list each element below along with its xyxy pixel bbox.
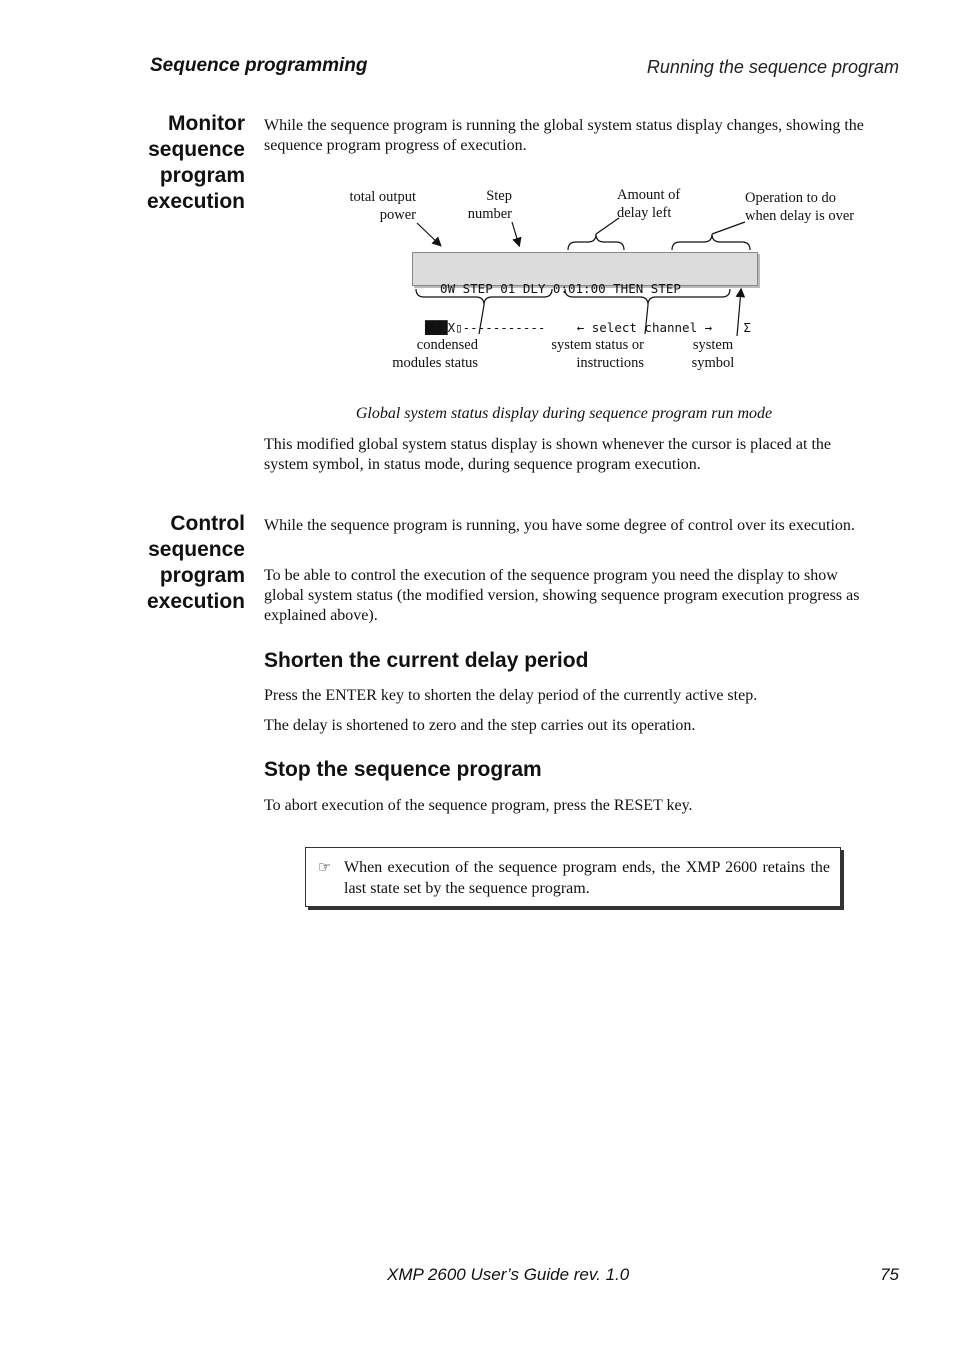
control-paragraph-2: To be able to control the execution of the sequence program you need the display to show global system status (the modified version, showing sequence program execution progress as explained above). <box>264 567 860 624</box>
stop-program-heading: Stop the sequence program <box>264 758 542 781</box>
stop-paragraph-1: To abort execution of the sequence program, press the RESET key. <box>264 797 693 814</box>
label-operation-to-do: Operation to do when delay is over <box>745 190 855 224</box>
page-number: 75 <box>880 1265 899 1284</box>
shorten-delay-heading: Shorten the current delay period <box>264 649 589 672</box>
monitor-intro-paragraph: While the sequence program is running the global system status display changes, showing the sequence program progress of execution. <box>264 117 864 154</box>
shorten-paragraph-2: The delay is shortened to zero and the step carries out its operation. <box>264 717 696 734</box>
step-pointer-arrow <box>512 222 519 245</box>
operation-leader-line <box>712 222 745 234</box>
delay-leader-line <box>596 218 619 234</box>
note-text: When execution of the sequence program ends, the XMP 2600 retains the last state set by the sequence program. <box>344 859 830 897</box>
lcd-status-display <box>412 252 758 335</box>
label-system-status: system status or instructions <box>551 337 644 371</box>
shorten-paragraph-1: Press the ENTER key to shorten the delay period of the currently active step. <box>264 687 758 704</box>
power-pointer-arrow <box>417 223 440 245</box>
control-paragraph-1: While the sequence program is running, you have some degree of control over its execution. <box>264 517 855 534</box>
pointing-hand-icon: ☞ <box>318 858 332 876</box>
control-section-heading: Control sequence program execution <box>146 512 245 613</box>
running-header-topic: Running the sequence program <box>646 57 899 77</box>
lcd-modules-status: ███X▯----------- <box>425 320 546 335</box>
label-amount-of-delay-left: Amount of delay left <box>617 187 681 221</box>
note-box <box>305 847 841 907</box>
lcd-system-symbol: Σ <box>743 320 751 335</box>
operation-brace <box>672 234 750 250</box>
lcd-instructions: ← select channel → <box>576 320 713 335</box>
label-system-symbol: system symbol <box>691 337 735 371</box>
lcd-line-2 <box>425 321 751 334</box>
delay-brace <box>568 234 624 250</box>
label-condensed-modules-status: condensed modules status <box>392 337 478 371</box>
lcd-line-1: 0W STEP 01 DLY 0:01:00 THEN STEP <box>425 281 681 296</box>
label-step-number: Step number <box>467 188 512 222</box>
footer-title: XMP 2600 User’s Guide rev. 1.0 <box>387 1265 630 1284</box>
monitor-section-heading: Monitor sequence program execution <box>146 112 245 213</box>
monitor-after-figure-paragraph: This modified global system status display is shown whenever the cursor is placed at the system symbol, in status mode, during sequence program execution. <box>264 436 831 473</box>
label-total-output-power: total output power <box>349 189 416 223</box>
running-header-section: Sequence programming <box>150 55 368 76</box>
figure-caption: Global system status display during sequence program run mode <box>355 405 773 422</box>
